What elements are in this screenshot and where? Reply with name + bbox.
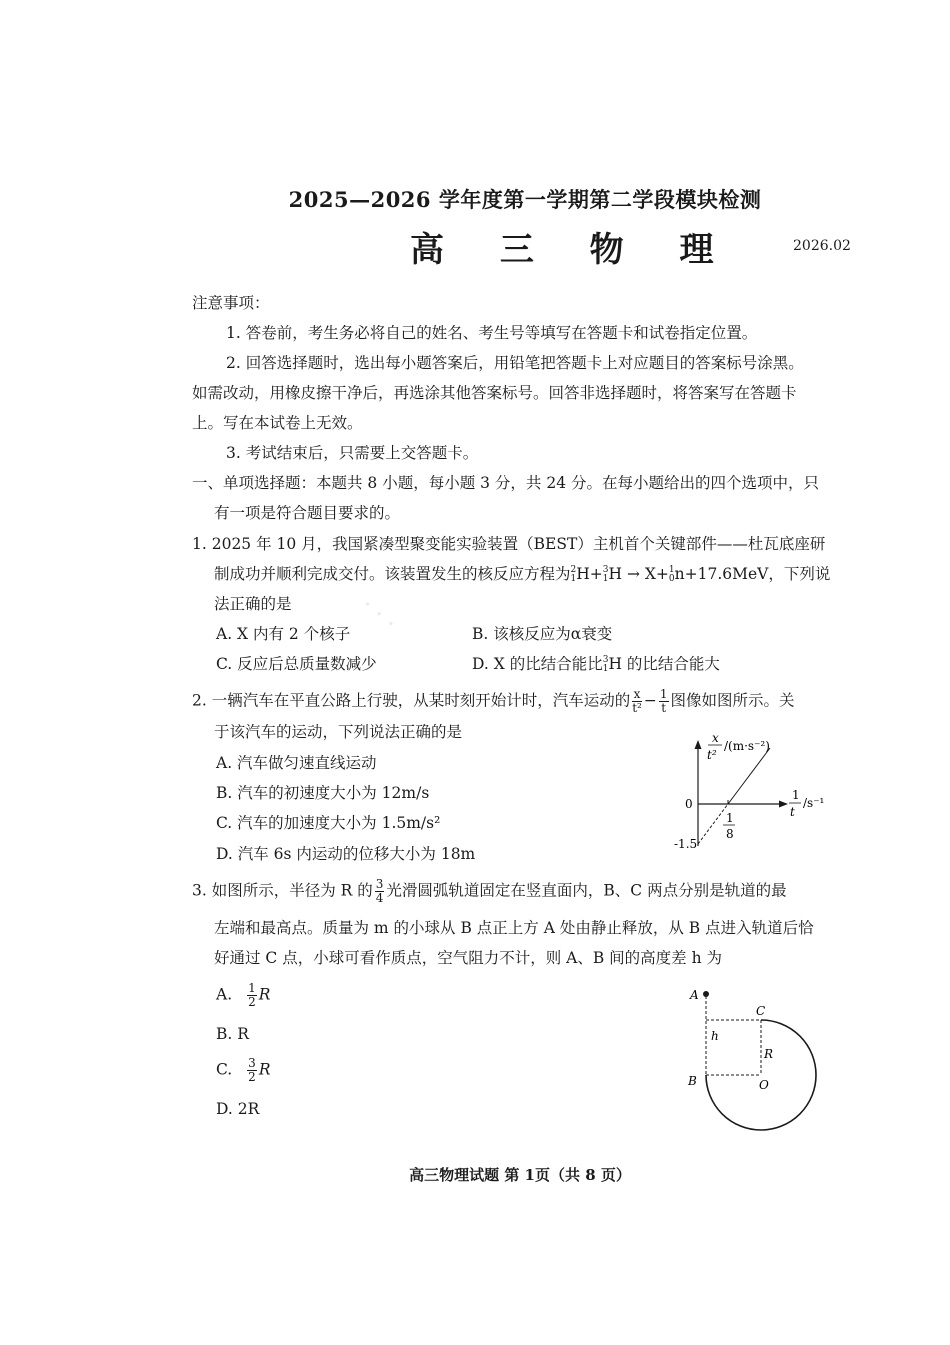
- faint-watermark: · · ·: [355, 591, 403, 637]
- q3-label-o: O: [759, 1078, 769, 1092]
- frac-num: 3: [248, 1056, 256, 1070]
- q3-option-c[interactable]: [216, 1057, 270, 1084]
- q3-line-1-text: 3. 如图所示，半径为 R 的: [192, 881, 373, 900]
- q2-origin-label: 0: [685, 797, 693, 811]
- page-footer: 高三物理试题 第 1页（共 8 页）: [409, 1166, 631, 1184]
- q3-line-2: 左端和最高点。质量为 m 的小球从 B 点正上方 A 处由静止释放，从 B 点进入轨道后恰: [214, 919, 814, 937]
- exam-title: 2025—2026 学年度第一学期第二学段模块检测: [288, 187, 762, 212]
- q1-sup: 3: [602, 655, 609, 665]
- q3-option-c-letter: C.: [216, 1060, 233, 1079]
- exam-date: 2026.02: [793, 238, 851, 254]
- q2-line-1-text: 2. 一辆汽车在平直公路上行驶，从某时刻开始计时，汽车运动的: [192, 691, 631, 710]
- q2-tick-num: 1: [726, 811, 734, 825]
- q3-line-3: 好通过 C 点，小球可看作质点，空气阻力不计，则 A、B 间的高度差 h 为: [214, 949, 722, 967]
- frac-num: 1: [248, 981, 256, 995]
- q1-line-3: 法正确的是: [214, 595, 292, 613]
- q2-graph-line: [728, 748, 770, 804]
- q1-sup: 1: [668, 565, 675, 575]
- frac-den: 4: [375, 891, 384, 905]
- q1-sub: 1: [602, 664, 609, 674]
- q3-option-a-frac: [247, 982, 257, 1009]
- q2-neg-label: -1.5: [674, 837, 698, 851]
- q2-y-den: t²: [707, 748, 717, 762]
- notice-item-2-line-1: 2. 回答选择题时，选出每小题答案后，用铅笔把答题卡上对应题目的答案标号涂黑。: [226, 354, 804, 372]
- section-1-line-1: 一、单项选择题：本题共 8 小题，每小题 3 分，共 24 分。在每小题给出的四个选项中，只: [192, 474, 820, 492]
- notice-item-3: 3. 考试结束后，只需要上交答题卡。: [226, 444, 479, 462]
- q1-line-1: 1. 2025 年 10 月，我国紧凑型聚变能实验装置（BEST）主机首个关键部件——杜瓦底座研: [192, 535, 826, 553]
- q2-y-unit: /(m·s⁻²): [724, 739, 770, 753]
- frac-den: t: [661, 701, 667, 715]
- q2-option-d[interactable]: D. 汽车 6s 内运动的位移大小为 18m: [216, 845, 476, 863]
- notice-item-1: 1. 答卷前，考生务必将自己的姓名、考生号等填写在答题卡和试卷指定位置。: [226, 324, 758, 342]
- section-1-line-2: 有一项是符合题目要求的。: [214, 504, 401, 522]
- q2-line-2: 于该汽车的运动，下列说法正确的是: [214, 723, 463, 741]
- notice-heading: 注意事项：: [192, 294, 270, 312]
- q3-diagram: [680, 982, 820, 1132]
- q3-option-b[interactable]: B. R: [216, 1025, 249, 1043]
- notice-item-2-line-3: 上。写在本试卷上无效。: [192, 414, 363, 432]
- q1-sup: 3: [602, 565, 609, 575]
- q3-line-1: [192, 878, 787, 905]
- q3-option-a-letter: A.: [216, 985, 233, 1004]
- q3-option-a-r: R: [258, 985, 271, 1004]
- q2-y-num: x: [712, 731, 719, 745]
- q3-label-b: B: [688, 1074, 697, 1088]
- frac-den: t²: [632, 701, 642, 715]
- q2-option-c[interactable]: C. 汽车的加速度大小为 1.5m/s²: [216, 814, 441, 832]
- q2-graph-line-dashed: [698, 804, 728, 844]
- notice-item-2-line-2: 如需改动，用橡皮擦干净后，再选涂其他答案标号。回答非选择题时，将答案写在答题卡: [192, 384, 797, 402]
- q1-line-2: [214, 564, 830, 584]
- q3-label-h: h: [711, 1029, 719, 1043]
- q1-line-2-text: 制成功并顺利完成交付。该装置发生的核反应方程为: [214, 565, 571, 583]
- q1-eq-n: n+17.6MeV，下列说: [674, 565, 831, 583]
- q2-frac-1-t: [659, 688, 669, 715]
- frac-den: 2: [248, 995, 256, 1009]
- q3-label-c: C: [756, 1004, 766, 1018]
- q2-tick-den: 8: [726, 827, 734, 841]
- q2-graph: [660, 728, 830, 853]
- q2-x-arrow-icon: [779, 801, 788, 808]
- q1-sub: 0: [668, 574, 675, 584]
- frac-den: 2: [248, 1070, 256, 1084]
- subject-title: 高 三 物 理: [410, 230, 736, 270]
- q2-y-arrow-icon: [695, 740, 702, 749]
- q2-x-num: 1: [792, 788, 800, 802]
- q3-option-d[interactable]: D. 2R: [216, 1100, 260, 1118]
- q3-option-c-frac: [247, 1057, 257, 1084]
- q3-label-r: R: [764, 1047, 774, 1061]
- q1-eq-h2: H+: [576, 565, 603, 583]
- q2-option-b[interactable]: B. 汽车的初速度大小为 12m/s: [216, 784, 430, 802]
- q3-ball-icon: [703, 991, 709, 997]
- q2-dash: −: [643, 691, 657, 710]
- q2-line-1-text-2: 图像如图所示。关: [670, 691, 795, 710]
- q2-option-a[interactable]: A. 汽车做匀速直线运动: [216, 754, 377, 772]
- q1-sup: 2: [570, 565, 577, 575]
- frac-num: 3: [375, 877, 384, 891]
- q1-option-c[interactable]: C. 反应后总质量数减少: [216, 655, 377, 673]
- q1-option-d[interactable]: [472, 652, 720, 674]
- q1-option-d-text-2: H 的比结合能大: [608, 655, 720, 673]
- q2-line-1: [192, 688, 795, 715]
- frac-num: 1: [659, 687, 668, 701]
- q3-option-a[interactable]: [216, 982, 270, 1009]
- q3-label-a: A: [690, 988, 699, 1002]
- q2-x-den: t: [790, 805, 795, 819]
- q1-option-a[interactable]: A. X 内有 2 个核子: [216, 625, 351, 643]
- q3-frac-3-4: [375, 878, 385, 905]
- q2-frac-x-t2: [632, 688, 642, 715]
- q3-option-c-r: R: [258, 1060, 271, 1079]
- q3-line-1-text-2: 光滑圆弧轨道固定在竖直面内，B、C 两点分别是轨道的最: [386, 881, 787, 900]
- q1-eq-h3: H → X+: [608, 565, 669, 583]
- q2-x-unit: /s⁻¹: [803, 796, 825, 810]
- q1-sub: 1: [570, 574, 577, 584]
- q1-sub: 1: [602, 574, 609, 584]
- frac-num: x: [633, 687, 641, 701]
- q1-option-d-text: D. X 的比结合能比: [472, 655, 603, 673]
- q1-option-b[interactable]: B. 该核反应为α衰变: [472, 625, 613, 643]
